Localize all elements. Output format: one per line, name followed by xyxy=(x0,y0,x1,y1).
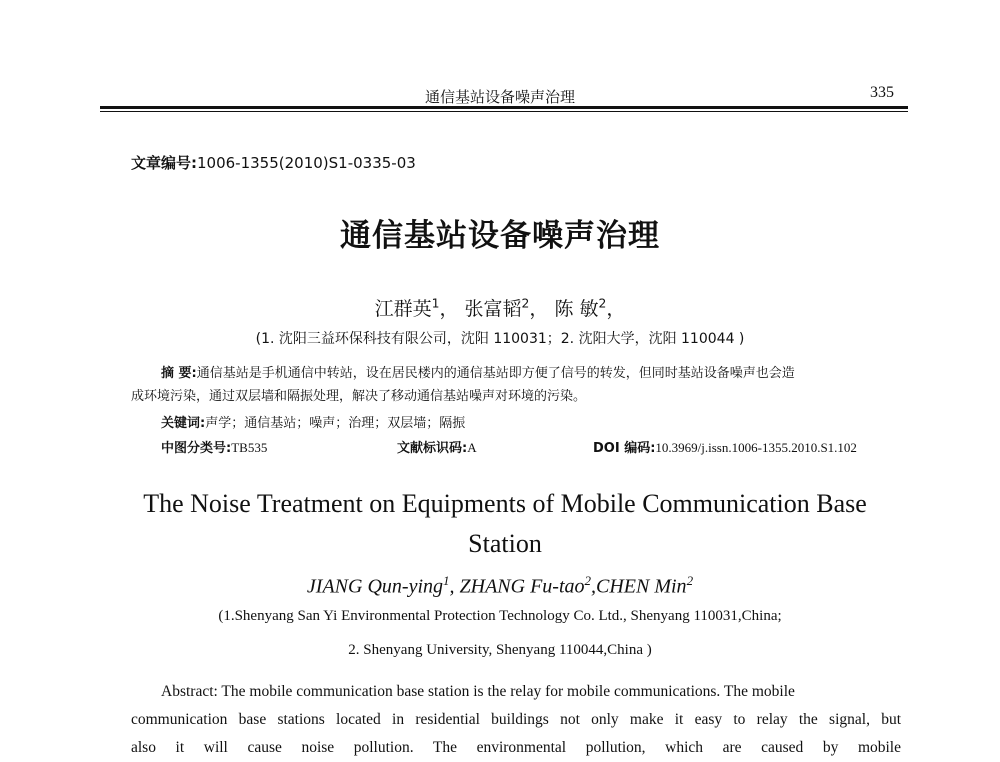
author-en: JIANG Qun-ying xyxy=(306,575,443,598)
article-id-label: 文章编号: xyxy=(131,154,197,172)
clc-number xyxy=(161,437,267,456)
header-rule-thin xyxy=(100,111,908,112)
author-en-sep: , xyxy=(449,575,460,598)
abstract-cn-line: 成环境污染，通过双层墙和隔振处理，解决了移动通信基站噪声对环境的污染。 xyxy=(131,389,587,404)
author-en-sup: 1 xyxy=(443,573,450,588)
abstract-en xyxy=(131,678,901,762)
clc-value: TB535 xyxy=(231,440,268,455)
author-en: CHEN Min xyxy=(596,575,687,598)
doc-code-label: 文献标识码: xyxy=(397,441,468,456)
abstract-en-line: communication base stations located in residential buildings not only make it easy to relay the signal, but xyxy=(131,711,901,728)
doi-value: 10.3969/j.issn.1006-1355.2010.S1.102 xyxy=(655,440,857,455)
document-code xyxy=(397,437,477,456)
affiliation-en-line-2: 2. Shenyang University, Shenyang 110044,China ) xyxy=(348,642,652,658)
author-en-sup: 2 xyxy=(686,573,694,588)
author-cn: 江群英 xyxy=(374,298,432,320)
authors-cn: 江群英$^1$， 张富韬$^2$， 陈 敏$^2$， xyxy=(374,296,626,320)
page-number: 335 xyxy=(870,84,894,101)
affiliation-cn: (1. 沈阳三益环保科技有限公司，沈阳 110031；2. 沈阳大学，沈阳 110044 ) xyxy=(255,331,745,347)
keywords-cn-value: 声学；通信基站；噪声；治理；双层墙；隔振 xyxy=(205,416,466,431)
author-cn: 张富韬 xyxy=(464,298,522,320)
author-cn-sup: 2 xyxy=(598,296,607,311)
author-en: ZHANG Fu-tao xyxy=(459,575,585,598)
classification-row xyxy=(161,437,901,457)
author-en-sep: , xyxy=(591,575,596,598)
author-cn-sup: 1 xyxy=(431,296,440,311)
running-title: 通信基站设备噪声治理 xyxy=(424,88,575,106)
abstract-en-line: also it will cause noise pollution. The environmental pollution, which are caused by mobile xyxy=(131,739,901,756)
abstract-cn xyxy=(131,362,901,408)
article-id xyxy=(131,152,416,173)
doi xyxy=(593,437,857,456)
authors-en xyxy=(0,573,1000,599)
author-en-sup: 2 xyxy=(584,573,591,588)
author-cn-sup: 2 xyxy=(521,296,530,311)
abstract-cn-label: 摘 要: xyxy=(161,366,197,381)
affiliation-en-line-1: (1.Shenyang San Yi Environmental Protection Technology Co. Ltd., Shenyang 110031,China; xyxy=(218,608,782,624)
abstract-cn-line xyxy=(131,362,901,385)
keywords-cn xyxy=(161,412,465,431)
doc-code-value: A xyxy=(467,440,477,455)
abstract-cn-text: 通信基站是手机通信中转站，设在居民楼内的通信基站即方便了信号的转发，但同时基站设备噪声也会造 xyxy=(196,366,795,381)
clc-label: 中图分类号: xyxy=(161,441,232,456)
title-en: The Noise Treatment on Equipments of Mobile Communication Base Station xyxy=(143,489,867,558)
doi-label: DOI 编码: xyxy=(593,441,656,456)
abstract-en-line: Abstract: The mobile communication base station is the relay for mobile communications. The mobile xyxy=(161,683,795,700)
author-cn: 陈 敏 xyxy=(554,298,599,320)
keywords-cn-label: 关键词: xyxy=(161,416,206,431)
title-cn: 通信基站设备噪声治理 xyxy=(340,218,660,254)
header-rule-thick xyxy=(100,106,908,109)
article-id-value: 1006-1355(2010)S1-0335-03 xyxy=(197,154,416,172)
